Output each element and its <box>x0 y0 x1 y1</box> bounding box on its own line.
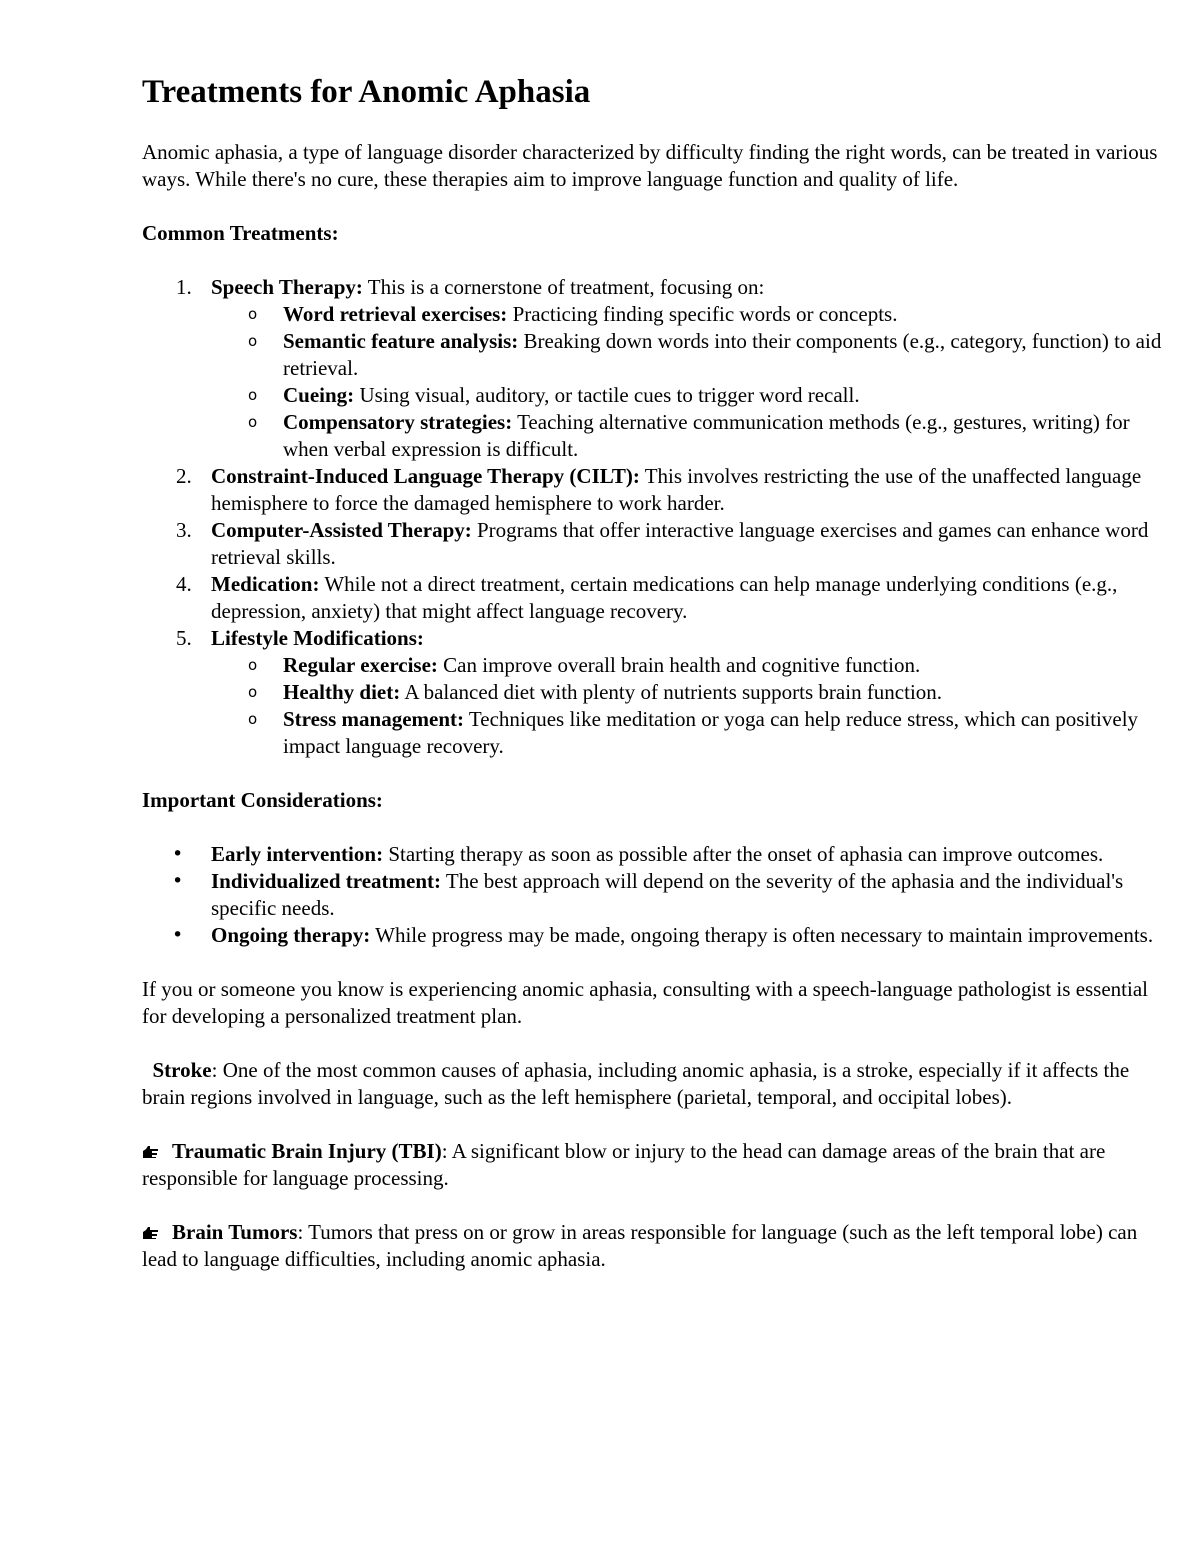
document-page <box>142 70 1167 1273</box>
list-item <box>142 517 1167 571</box>
intro-paragraph: Anomic aphasia, a type of language disorder characterized by difficulty finding the right words, can be treated in various ways. While there's no cure, these therapies aim to improve language function and quality of life. <box>142 140 1158 191</box>
circle-bullet: o <box>248 683 258 701</box>
sublist-item <box>142 301 1167 328</box>
item-text: Using visual, auditory, or tactile cues to trigger word recall. <box>354 383 860 407</box>
sublist <box>211 652 1167 760</box>
list-item <box>142 463 1167 517</box>
circle-bullet: o <box>248 332 258 350</box>
list-number: 3. <box>176 518 192 542</box>
cause-text: : One of the most common causes of aphasia, including anomic aphasia, is a stroke, especially if it affects the brain regions involved in language, such as the left hemisphere (parietal, temporal, and occipital lobes). <box>142 1058 1130 1109</box>
cause-text: : A significant blow or injury to the head can damage areas of the brain that are responsible for language processing. <box>142 1139 1106 1190</box>
item-text: Techniques like meditation or yoga can help reduce stress, which can positively impact language recovery. <box>283 707 1139 758</box>
item-term: Cueing: <box>283 383 355 407</box>
sublist-item <box>142 652 1167 679</box>
considerations-list <box>142 841 1167 949</box>
item-text: Breaking down words into their components (e.g., category, function) to aid retrieval. <box>283 329 1162 380</box>
cause-term: Stroke <box>152 1058 212 1082</box>
circle-bullet: o <box>248 413 258 431</box>
item-term: Lifestyle Modifications: <box>211 626 424 650</box>
item-text: Can improve overall brain health and cognitive function. <box>437 653 921 677</box>
list-item <box>142 274 1167 463</box>
circle-bullet: o <box>248 386 258 404</box>
cause-term: Traumatic Brain Injury (TBI) <box>172 1139 442 1163</box>
sublist-item <box>142 409 1167 463</box>
cause-brain-tumors <box>142 1219 1167 1273</box>
hand-icon <box>142 1145 160 1159</box>
list-item <box>142 922 1167 949</box>
item-text: This involves restricting the use of the unaffected language hemisphere to force the damaged hemisphere to work harder. <box>211 464 1142 515</box>
cause-text: : Tumors that press on or grow in areas responsible for language (such as the left temporal lobe) can lead to language difficulties, including anomic aphasia. <box>142 1220 1138 1271</box>
item-text: Teaching alternative communication methods (e.g., gestures, writing) for when verbal expression is difficult. <box>283 410 1130 461</box>
item-term: Speech Therapy: <box>211 275 363 299</box>
sublist-item <box>142 679 1167 706</box>
cause-tbi <box>142 1138 1167 1192</box>
item-term: Computer-Assisted Therapy: <box>211 518 472 542</box>
circle-bullet: o <box>248 305 258 323</box>
considerations-heading: Important Considerations: <box>142 788 383 812</box>
cause-stroke <box>142 1057 1167 1111</box>
list-item <box>142 571 1167 625</box>
sublist-item <box>142 382 1167 409</box>
item-text: The best approach will depend on the severity of the aphasia and the individual's specific needs. <box>211 869 1124 920</box>
list-item <box>142 868 1167 922</box>
bullet-dot: • <box>172 843 184 865</box>
sublist-item <box>142 706 1167 760</box>
item-text: While progress may be made, ongoing therapy is often necessary to maintain improvements. <box>370 923 1154 947</box>
item-text: Practicing finding specific words or concepts. <box>507 302 898 326</box>
page-title: Treatments for Anomic Aphasia <box>142 74 591 110</box>
item-term: Ongoing therapy: <box>211 923 371 947</box>
item-term: Early intervention: <box>211 842 384 866</box>
treatments-list <box>142 274 1167 760</box>
circle-bullet: o <box>248 710 258 728</box>
item-term: Compensatory strategies: <box>283 410 513 434</box>
list-number: 4. <box>176 572 192 596</box>
common-treatments-heading: Common Treatments: <box>142 221 339 245</box>
list-number: 1. <box>176 275 192 299</box>
item-text: Programs that offer interactive language exercises and games can enhance word retrieval skills. <box>211 518 1149 569</box>
sublist-item <box>142 328 1167 382</box>
item-text: A balanced diet with plenty of nutrients supports brain function. <box>400 680 943 704</box>
item-text: While not a direct treatment, certain medications can help manage underlying conditions (e.g., depression, anxiety) that might affect language recovery. <box>211 572 1118 623</box>
bullet-dot: • <box>172 870 184 892</box>
item-term: Medication: <box>211 572 320 596</box>
item-term: Stress management: <box>283 707 465 731</box>
item-text: Starting therapy as soon as possible after the onset of aphasia can improve outcomes. <box>383 842 1104 866</box>
item-term: Regular exercise: <box>283 653 438 677</box>
item-term: Individualized treatment: <box>211 869 442 893</box>
sublist <box>211 301 1167 463</box>
list-number: 5. <box>176 626 192 650</box>
item-text: This is a cornerstone of treatment, focusing on: <box>362 275 765 299</box>
circle-bullet: o <box>248 656 258 674</box>
cause-term: Brain Tumors <box>172 1220 298 1244</box>
item-term: Constraint-Induced Language Therapy (CILT): <box>211 464 640 488</box>
list-item <box>142 841 1167 868</box>
bullet-dot: • <box>172 924 184 946</box>
item-term: Semantic feature analysis: <box>283 329 519 353</box>
item-term: Healthy diet: <box>283 680 401 704</box>
hand-icon <box>142 1226 160 1240</box>
item-term: Word retrieval exercises: <box>283 302 508 326</box>
list-item <box>142 625 1167 760</box>
list-number: 2. <box>176 464 192 488</box>
closing-paragraph: If you or someone you know is experiencing anomic aphasia, consulting with a speech-language pathologist is essential for developing a personalized treatment plan. <box>142 977 1149 1028</box>
